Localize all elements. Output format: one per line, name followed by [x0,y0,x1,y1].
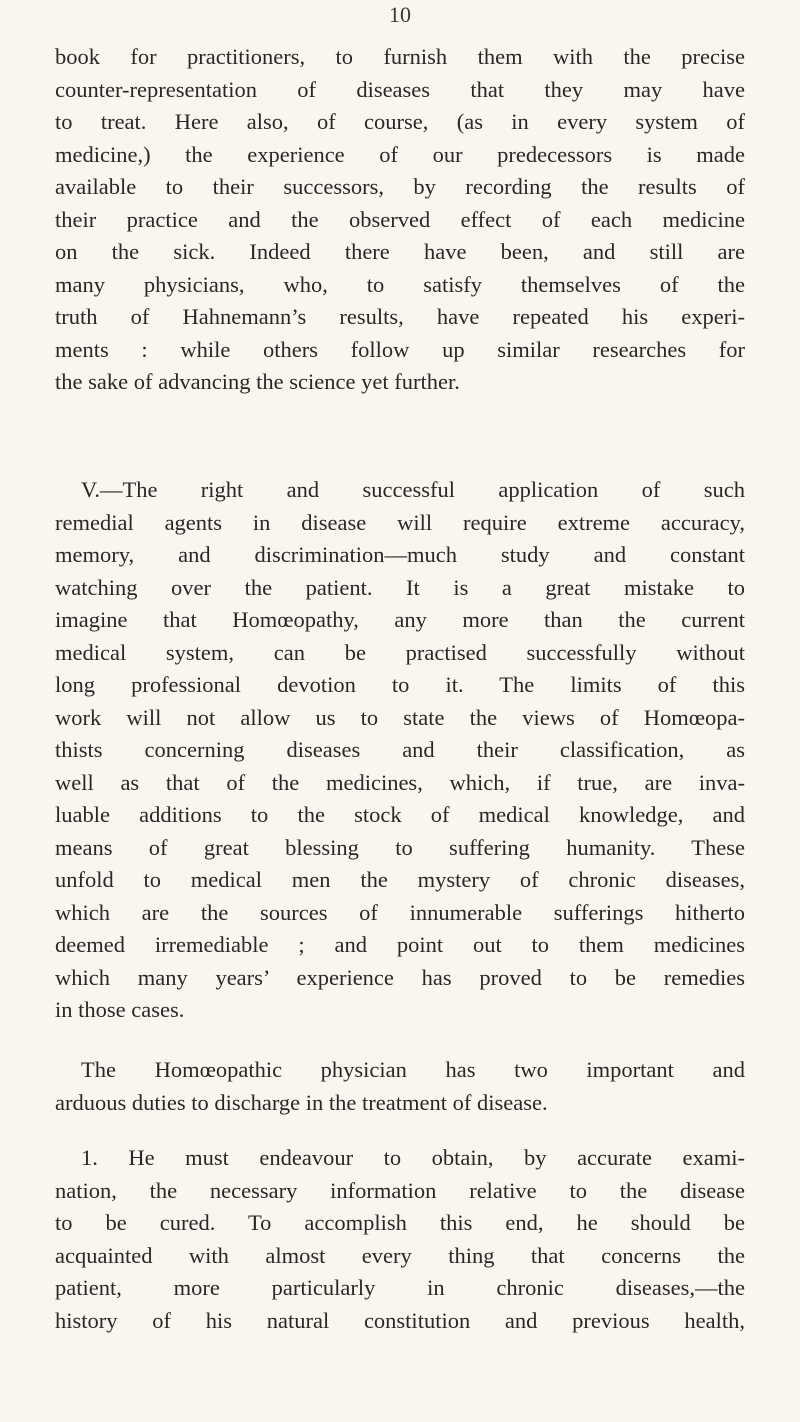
text-line: watching over the patient. It is a great mistake to [55,574,745,600]
text-line: arduous duties to discharge in the treatment of disease. [55,1089,548,1115]
text-line: on the sick. Indeed there have been, and still are [55,239,745,264]
text-line: ments : while others follow up similar researches for [55,336,745,362]
text-line: counter-representation of diseases that they may have [55,76,745,102]
text-line: V.—The right and successful application of such [81,477,745,502]
text-line: means of great blessing to suffering humanity. These [55,834,745,860]
text-line: acquainted with almost every thing that concerns the [55,1242,745,1268]
text-line: 1. He must endeavour to obtain, by accurate exami- [81,1145,745,1170]
text-line: available to their successors, by recording the results of [55,174,745,199]
text-line: unfold to medical men the mystery of chronic diseases, [55,867,745,892]
text-line: luable additions to the stock of medical knowledge, and [55,802,745,827]
text-line: to treat. Here also, of course, (as in every system of [55,109,745,134]
text-line: to be cured. To accomplish this end, he should be [55,1210,745,1235]
text-line: thists concerning diseases and their classification, as [55,737,745,762]
text-line: their practice and the observed effect of each medicine [55,206,745,232]
text-line: truth of Hahnemann’s results, have repeated his experi- [55,304,745,329]
text-line: deemed irremediable ; and point out to them medicines [55,932,745,957]
text-line: which are the sources of innumerable sufferings hitherto [55,899,745,925]
text-line: history of his natural constitution and previous health, [55,1307,745,1333]
text-line: imagine that Homœopathy, any more than the current [55,607,745,632]
text-line: nation, the necessary information relative to the disease [55,1177,745,1203]
text-line: many physicians, who, to satisfy themselves of the [55,271,745,297]
text-line: medicine,) the experience of our predecessors is made [55,141,745,167]
text-line: book for practitioners, to furnish them with the precise [55,44,745,69]
text-line: in those cases. [55,997,185,1022]
page-number: 10 [389,2,411,27]
text-line: medical system, can be practised successfully without [55,639,745,665]
text-line: work will not allow us to state the views of Homœopa- [55,704,745,730]
text-line: The Homœopathic physician has two important and [81,1057,745,1082]
text-line: patient, more particularly in chronic diseases,—the [55,1275,745,1300]
text-line: memory, and discrimination—much study and constant [55,542,745,567]
text-line: the sake of advancing the science yet further. [55,369,460,394]
text-line: long professional devotion to it. The limits of this [55,672,745,697]
text-line: which many years’ experience has proved to be remedies [55,964,745,990]
text-line: remedial agents in disease will require extreme accuracy, [55,509,745,535]
text-line: well as that of the medicines, which, if true, are inva- [55,769,745,795]
